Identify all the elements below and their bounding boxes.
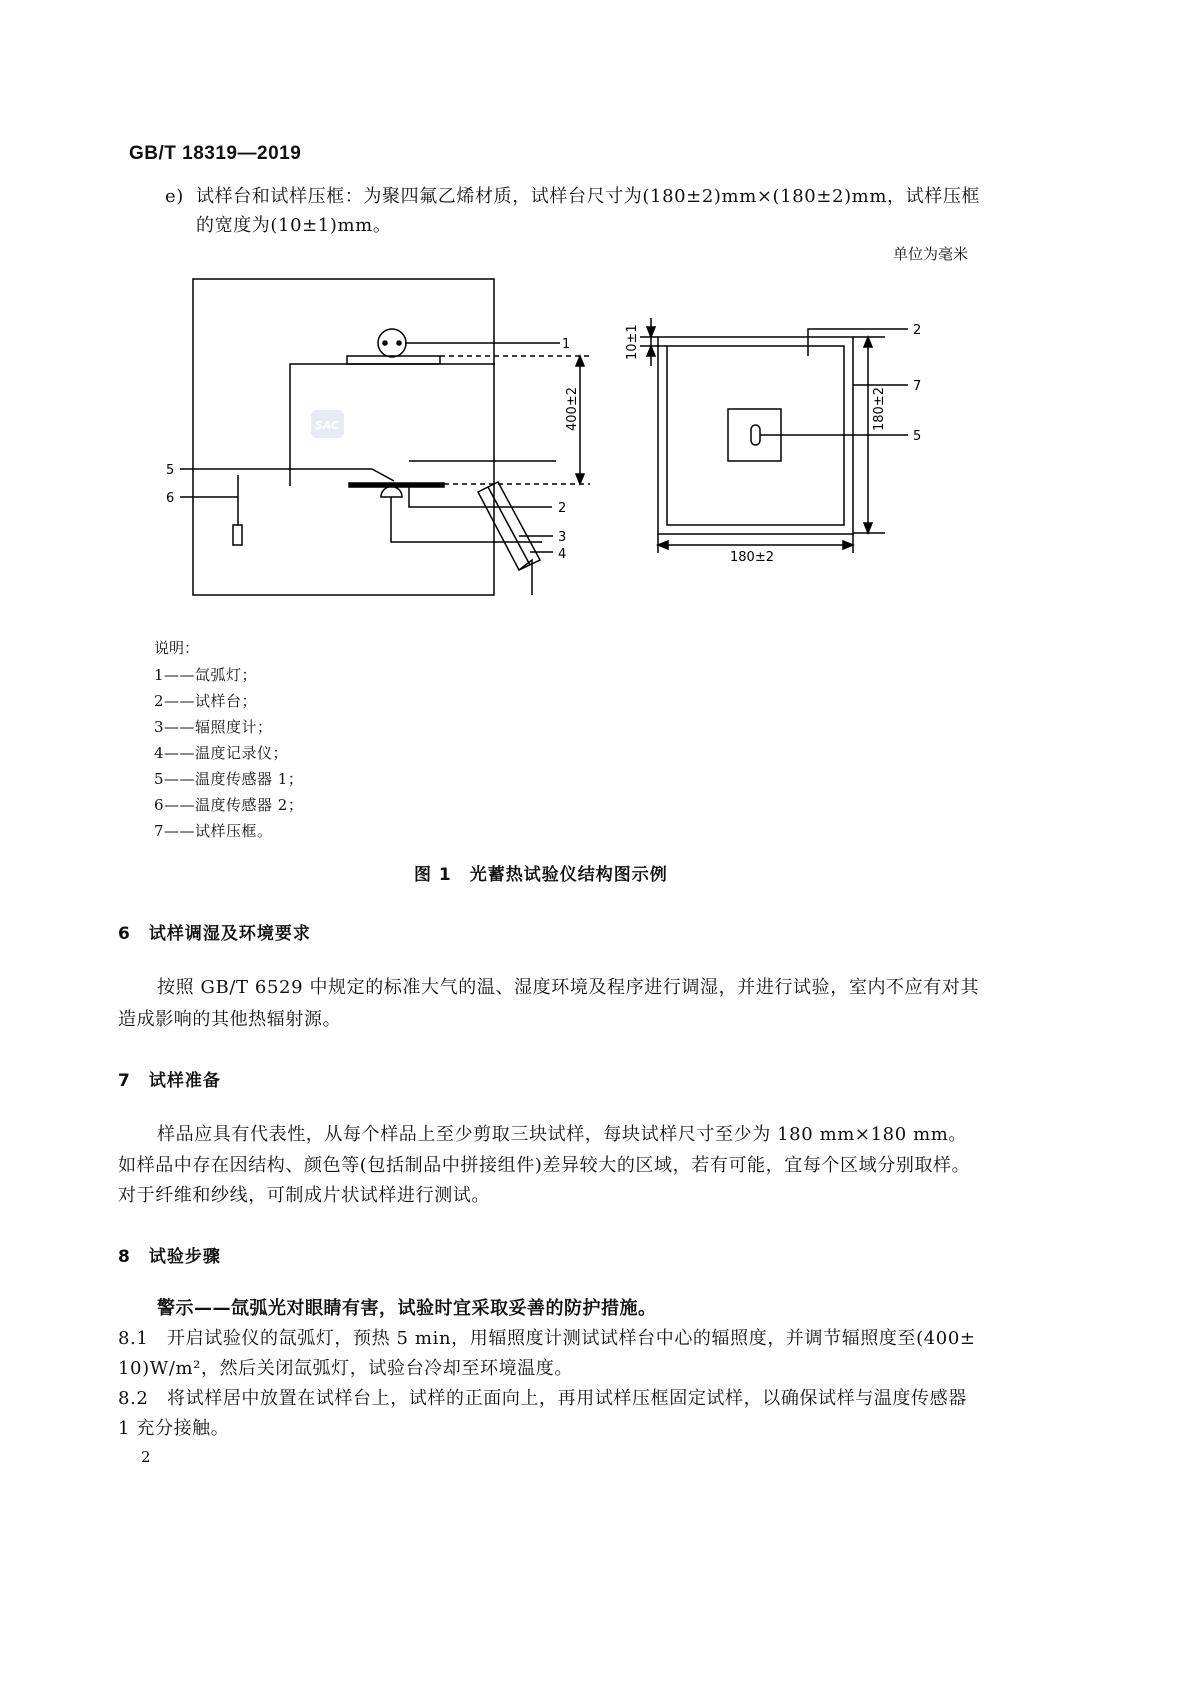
item-e-line1: 试样台和试样压框：为聚四氟乙烯材质，试样台尺寸为(180±2)mm×(180±2)mm，试样压框 [196,186,981,207]
callout-7: 7 [913,379,922,394]
step-8-2-line2: 1 充分接触。 [118,1418,230,1439]
item-e-label: e) [165,186,184,207]
legend-item: 4——温度记录仪； [154,744,289,762]
callout-3: 3 [558,530,567,545]
section-7-para-line2: 如样品中存在因结构、颜色等(包括制品中拼接组件)差异较大的区域，若有可能，宜每个区域分别取样。 [118,1155,971,1176]
legend-item: 1——氙弧灯； [154,666,258,684]
apparatus-outer-box [193,279,494,595]
step-8-1-line2: 10)W/m²，然后关闭氙弧灯，试验台冷却至环境温度。 [118,1358,573,1379]
step-8-1-line1: 8.1 开启试验仪的氙弧灯，预热 5 min，用辐照度计测试试样台中心的辐照度，并调节辐照度至(400± [118,1328,976,1349]
standard-number: GB/T 18319—2019 [129,143,302,164]
section-8-heading: 8 试验步骤 [118,1247,221,1267]
figure-caption: 图 1 光蓄热试验仪结构图示例 [414,865,668,885]
dim-400: 400±2 [565,387,580,431]
legend-item: 3——辐照度计； [154,718,273,736]
callout-6: 6 [166,491,175,506]
callout-5-left: 5 [166,463,175,478]
legend-item: 2——试样台； [154,692,258,710]
callout-5-right: 5 [913,429,922,444]
legend-title: 说明： [154,639,200,657]
callout-2-right: 2 [913,323,922,338]
xenon-lamp [378,329,406,357]
apparatus-figure [0,0,1200,650]
dim-10: 10±1 [625,324,640,360]
section-6-heading: 6 试样调湿及环境要求 [118,924,311,944]
item-e-line2: 的宽度为(10±1)mm。 [196,215,392,236]
page-number: 2 [141,1448,151,1466]
section-6-para-line1: 按照 GB/T 6529 中规定的标准大气的温、湿度环境及程序进行调湿，并进行试验，室内不应有对其 [157,977,980,998]
callout-2-left: 2 [558,501,567,516]
section-7-para-line1: 样品应具有代表性，从每个样品上至少剪取三块试样，每块试样尺寸至少为 180 mm×180 mm。 [157,1124,968,1145]
step-8-2-line1: 8.2 将试样居中放置在试样台上，试样的正面向上，再用试样压框固定试样，以确保试样与温度传感器 [118,1388,967,1409]
unit-note: 单位为毫米 [893,245,969,263]
radiometer [381,487,402,497]
warning-text: 警示——氙弧光对眼睛有害，试验时宜采取妥善的防护措施。 [157,1298,657,1319]
legend-item: 5——温度传感器 1； [154,770,304,788]
callout-1: 1 [562,337,571,352]
sample-stage [349,483,444,487]
section-7-para-line3: 对于纤维和纱线，可制成片状试样进行测试。 [118,1185,490,1206]
dim-180-v: 180±2 [872,387,887,431]
callout-4: 4 [558,547,567,562]
legend-item: 6——温度传感器 2； [154,796,304,814]
section-6-para-line2: 造成影响的其他热辐射源。 [118,1009,342,1030]
sac-watermark [311,410,344,438]
temp-sensor-2 [233,525,242,545]
temp-sensor-1 [751,425,760,445]
svg-text:SAC: SAC [314,419,340,432]
dim-180-h: 180±2 [730,550,774,565]
section-7-heading: 7 试样准备 [118,1071,221,1091]
legend-item: 7——试样压框。 [154,822,273,840]
